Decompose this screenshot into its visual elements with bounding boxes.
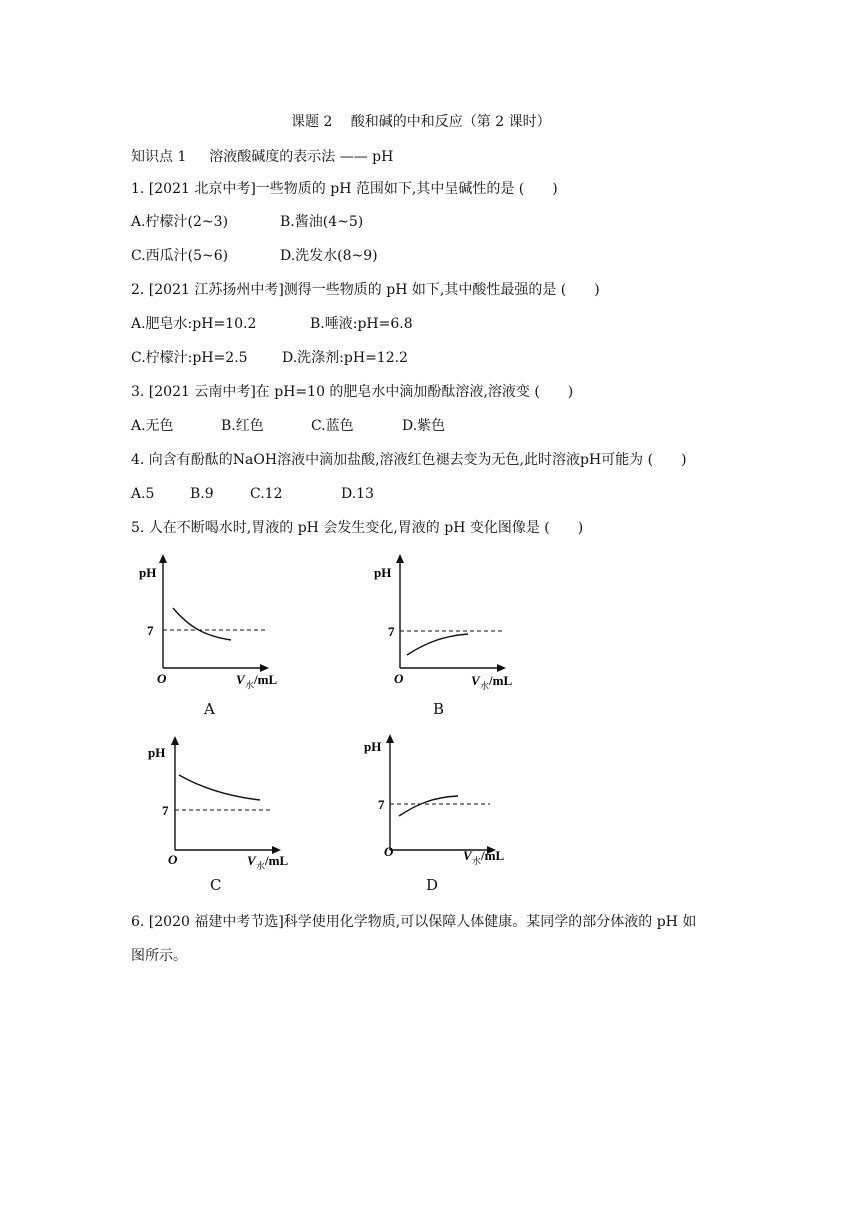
graph-b-ref-label: 7 (388, 624, 395, 639)
question-4-option-b[interactable]: B.9 (190, 486, 214, 502)
graph-d-x-unit: /mL (481, 848, 505, 863)
graph-d-origin: O (384, 844, 394, 859)
question-2-option-c[interactable]: C.柠檬汁:pH=2.5 (131, 350, 248, 366)
graph-b-y-label: pH (374, 565, 392, 580)
graph-d-y-label: pH (364, 739, 382, 754)
question-3-option-a[interactable]: A.无色 (131, 418, 174, 434)
graph-b-origin: O (394, 671, 404, 686)
page-title: 课题 2 酸和碱的中和反应（第 2 课时） (291, 114, 551, 130)
question-1-option-d[interactable]: D.洗发水(8~9) (280, 248, 378, 264)
question-3-option-d[interactable]: D.紫色 (402, 418, 446, 434)
graph-a-x-unit: /mL (254, 672, 278, 687)
graph-c-x-label: V (247, 853, 256, 868)
question-4-stem: 4. 向含有酚酞的NaOH溶液中滴加盐酸,溶液红色褪去变为无色,此时溶液pH可能为 ( ) (131, 452, 687, 468)
question-2-option-d[interactable]: D.洗涤剂:pH=12.2 (282, 350, 408, 366)
question-1-stem: 1. [2021 北京中考]一些物质的 pH 范围如下,其中呈碱性的是 ( ) (131, 181, 558, 197)
graph-d[interactable] (362, 730, 522, 875)
graph-d-x-sub: 水 (472, 856, 482, 866)
graph-b-x-sub: 水 (480, 681, 490, 691)
graph-b-letter: B (433, 700, 445, 718)
question-2-stem: 2. [2021 江苏扬州中考]测得一些物质的 pH 如下,其中酸性最强的是 ( ) (131, 282, 600, 298)
question-1-option-c[interactable]: C.西瓜汁(5~6) (131, 248, 229, 264)
graph-a-origin: O (157, 671, 167, 686)
graph-b[interactable] (372, 550, 532, 695)
question-4-option-c[interactable]: C.12 (250, 486, 283, 502)
graph-d-ref-label: 7 (378, 797, 385, 812)
graph-a-letter: A (204, 700, 215, 718)
question-2-option-a[interactable]: A.肥皂水:pH=10.2 (131, 316, 257, 332)
question-6-stem: 6. [2020 福建中考节选]科学使用化学物质,可以保障人体健康。某同学的部分体液的 pH 如 (131, 914, 697, 930)
graph-c[interactable] (145, 730, 305, 875)
question-1-option-b[interactable]: B.酱油(4~5) (280, 214, 364, 230)
question-1-option-a[interactable]: A.柠檬汁(2~3) (131, 214, 229, 230)
graph-d-x-label: V (463, 848, 472, 863)
question-3-option-c[interactable]: C.蓝色 (311, 418, 354, 434)
question-4-option-d[interactable]: D.13 (341, 486, 374, 502)
graph-a-ref-label: 7 (147, 623, 154, 638)
section-heading: 知识点 1 溶液酸碱度的表示法 —— pH (131, 149, 394, 165)
graph-c-x-sub: 水 (256, 861, 266, 871)
graph-c-y-label: pH (148, 745, 166, 760)
graph-d-letter: D (426, 876, 439, 894)
graph-c-ref-label: 7 (162, 803, 169, 818)
question-4-option-a[interactable]: A.5 (131, 486, 155, 502)
graph-c-origin: O (168, 852, 178, 867)
graph-a-x-label: V (236, 672, 245, 687)
graph-c-letter: C (210, 876, 222, 894)
question-3-stem: 3. [2021 云南中考]在 pH=10 的肥皂水中滴加酚酞溶液,溶液变 ( ) (131, 384, 574, 400)
graph-a[interactable] (135, 550, 295, 695)
graph-a-y-label: pH (139, 565, 157, 580)
graph-a-x-sub: 水 (245, 680, 255, 690)
question-3-option-b[interactable]: B.红色 (221, 418, 264, 434)
graph-c-x-unit: /mL (265, 853, 289, 868)
question-6-stem-continued: 图所示。 (131, 948, 187, 964)
question-2-option-b[interactable]: B.唾液:pH=6.8 (310, 316, 413, 332)
graph-b-x-label: V (471, 673, 480, 688)
question-5-stem: 5. 人在不断喝水时,胃液的 pH 会发生变化,胃液的 pH 变化图像是 ( ) (131, 520, 584, 536)
graph-b-x-unit: /mL (489, 673, 513, 688)
